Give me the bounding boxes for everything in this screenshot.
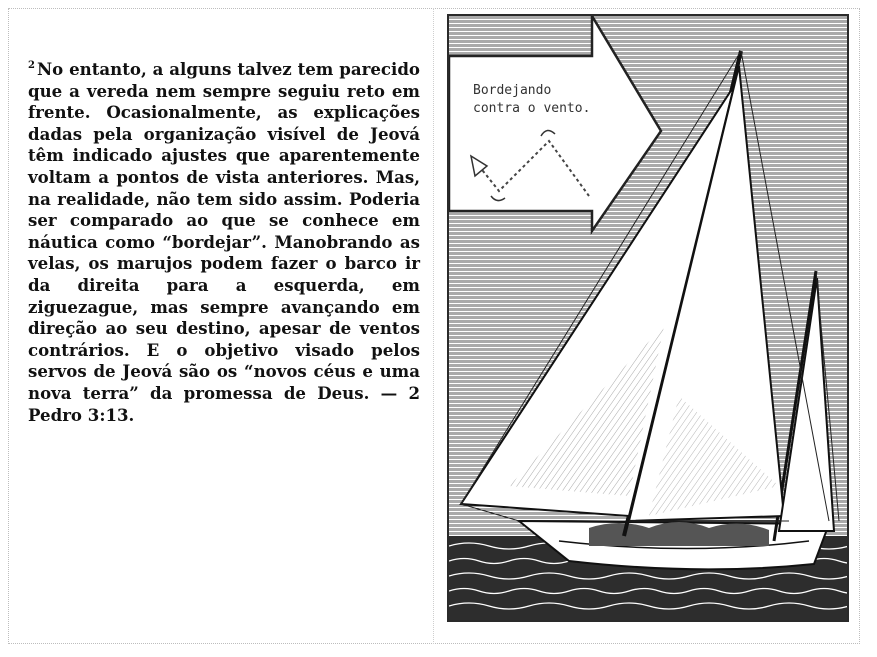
paragraph-number: 2 bbox=[28, 60, 35, 72]
caption-line-2: contra o vento. bbox=[473, 101, 591, 116]
paragraph-block bbox=[28, 59, 420, 426]
caption-line-1: Bordejando bbox=[473, 83, 552, 98]
column-divider bbox=[433, 8, 434, 644]
illustration-caption bbox=[473, 82, 613, 118]
crew bbox=[589, 522, 769, 546]
paragraph-text: No entanto, a alguns talvez tem parecido que a vereda nem sempre seguiu reto em frente. Ocasionalmente, as explicações dadas pela organização visível de Jeová têm indicado ajustes que aparentemente voltam a pontos de vista anteriores. Mas, na realidade, não tem sido assim. Poderia ser comparado ao que se conhece em náutica como “bordejar”. Manobrando as velas, os marujos podem fazer o barco ir da direita para a esquerda, em ziguezague, mas sempre avançando em direção ao seu destino, apesar de ventos contrários. E o objetivo visado pelos servos de Jeová são os “novos céus e uma nova terra” da promessa de Deus. — 2 Pedro 3:13. bbox=[28, 59, 420, 425]
